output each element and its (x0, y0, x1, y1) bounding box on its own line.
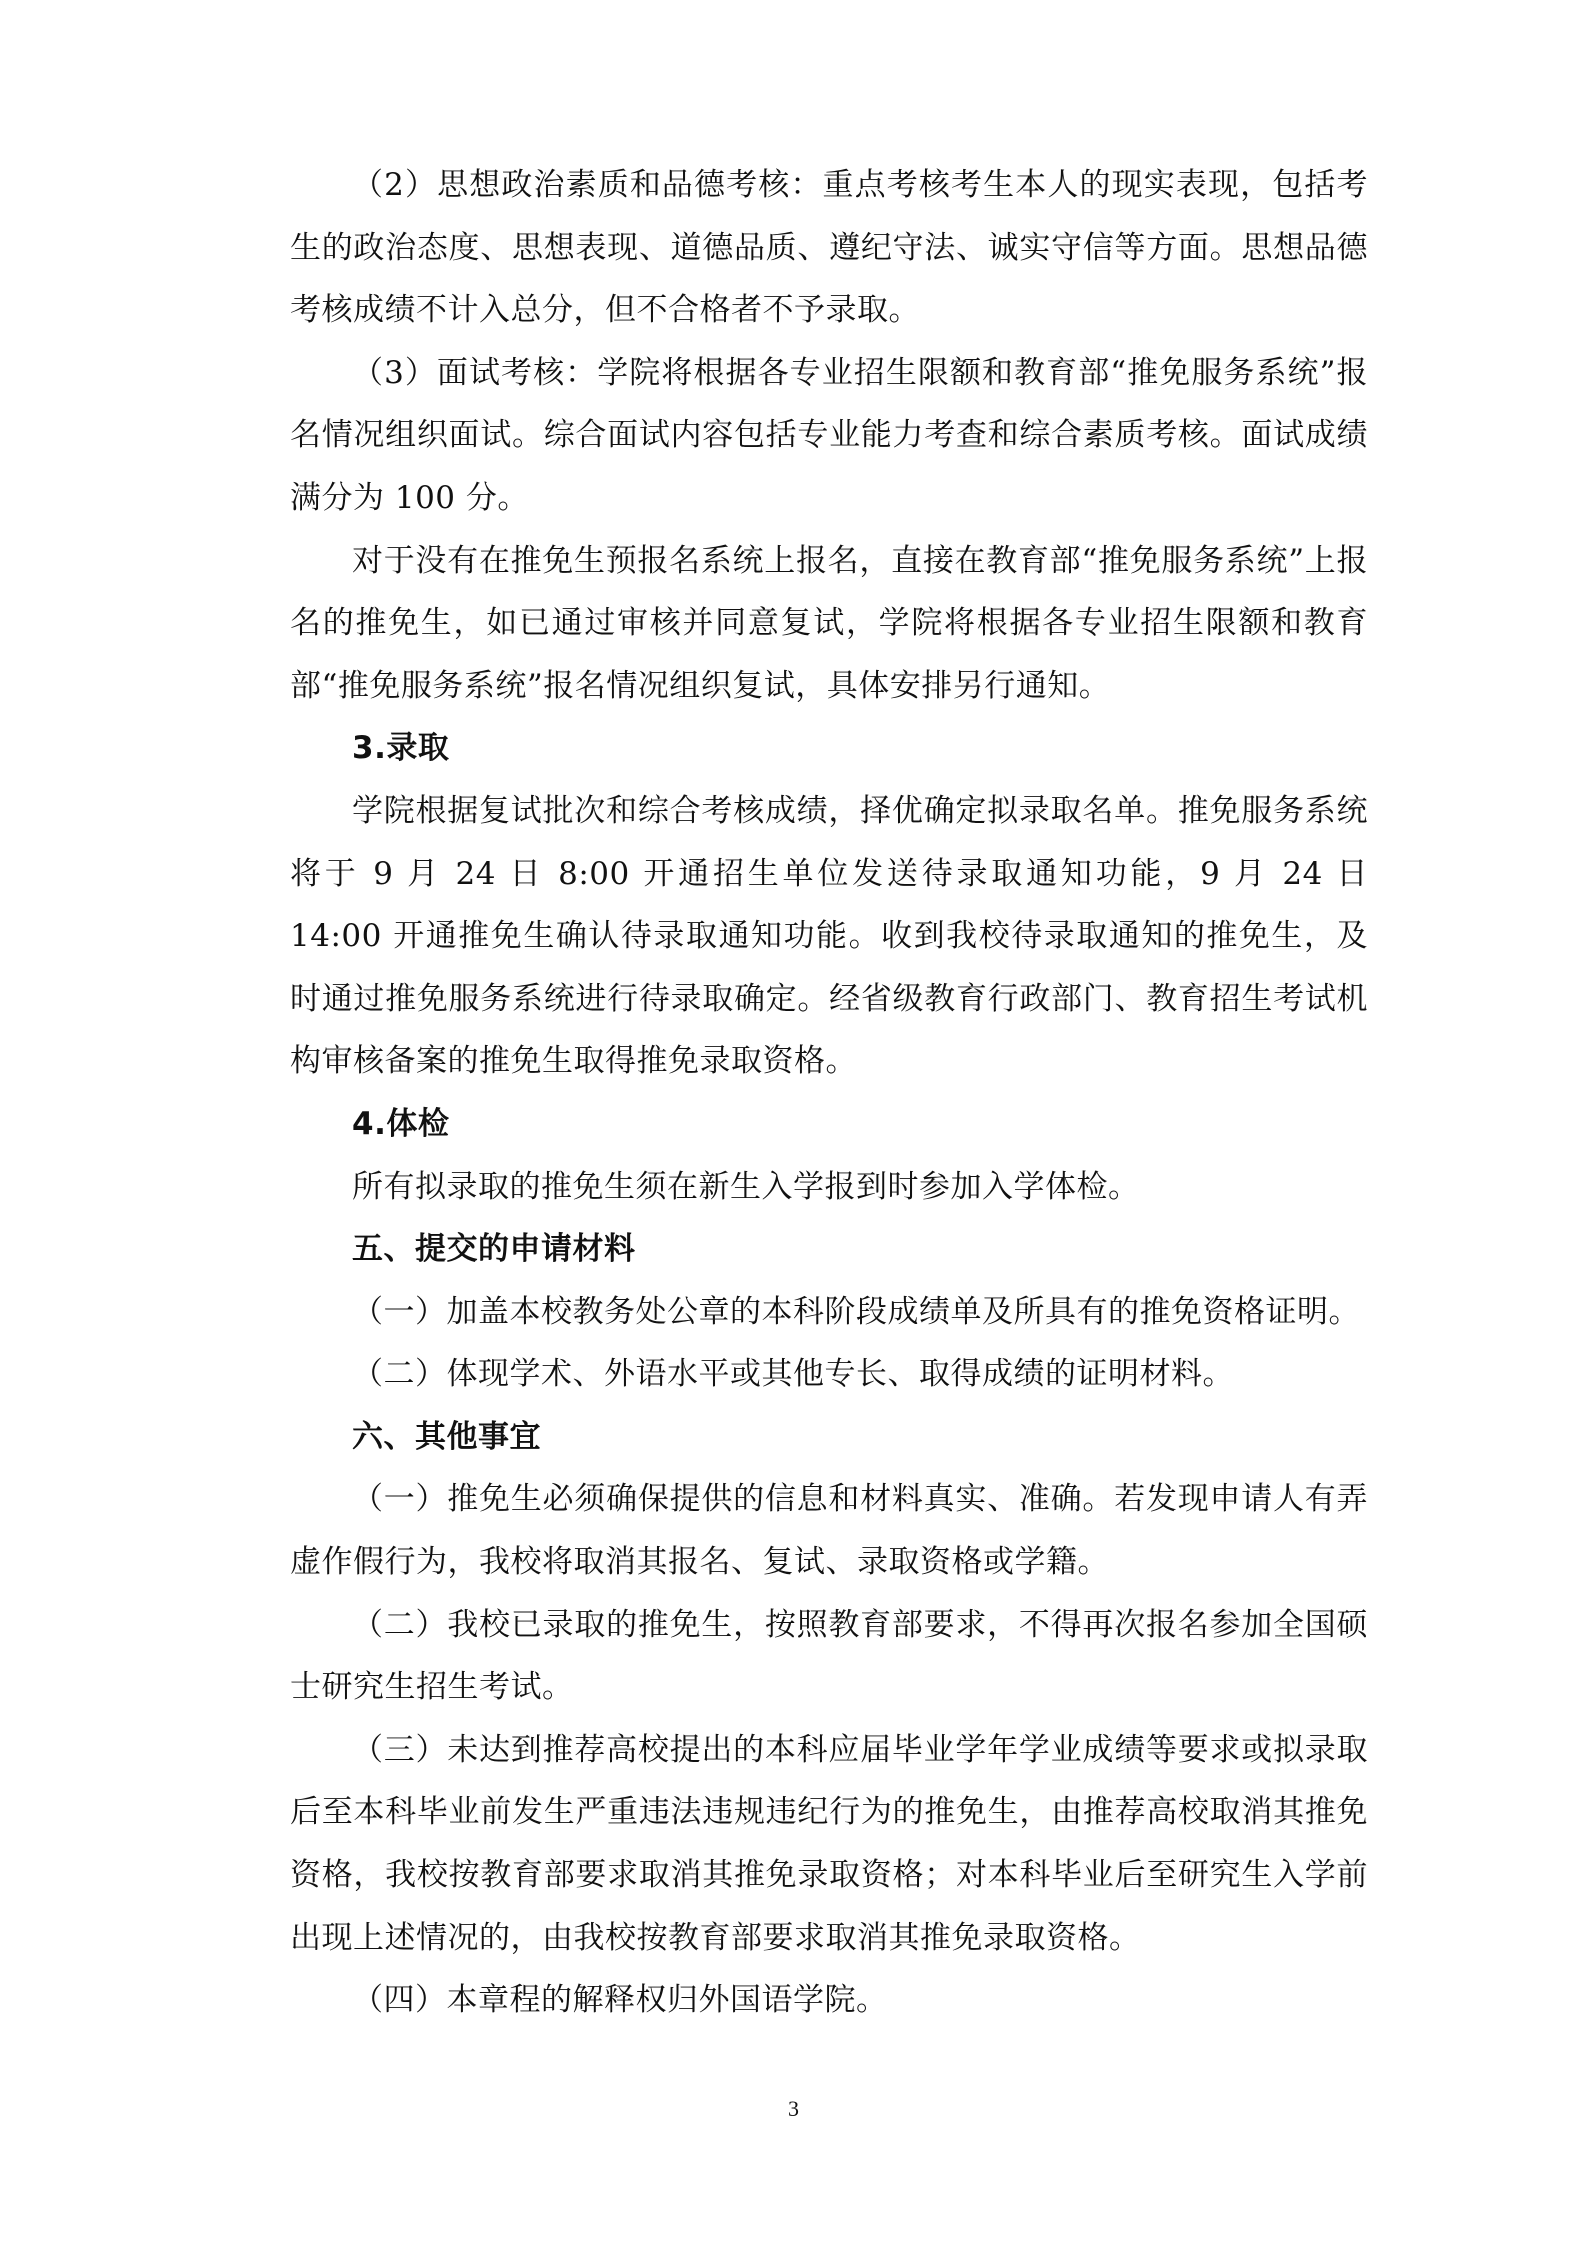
page-number: 3 (788, 2096, 799, 2121)
heading-admission: 3.录取 (352, 730, 450, 767)
paragraph-other-authenticity: （一）推免生必须确保提供的信息和材料真实、准确。若发现申请人有弄虚作假行为，我校将取消其报名、复试、录取资格或学籍。 (290, 1481, 1368, 1581)
paragraph-other-revocation: （三）未达到推荐高校提出的本科应届毕业学年学业成绩等要求或拟录取后至本科毕业前发生严重违法违规违纪行为的推免生，由推荐高校取消其推免资格，我校按教育部要求取消其推免录取资格；对本科毕业后至研究生入学前出现上述情况的，由我校按教育部要求取消其推免录取资格。 (290, 1731, 1368, 1956)
paragraph-other-no-reapply: （二）我校已录取的推免生，按照教育部要求，不得再次报名参加全国硕士研究生招生考试。 (290, 1606, 1368, 1706)
document-body (290, 154, 1368, 2032)
paragraph-ideology-assessment: （2）思想政治素质和品德考核：重点考核考生本人的现实表现，包括考生的政治态度、思想表现、道德品质、遵纪守法、诚实守信等方面。思想品德考核成绩不计入总分，但不合格者不予录取。 (290, 167, 1368, 329)
heading-other-matters: 六、其他事宜 (352, 1418, 541, 1455)
heading-physical-exam: 4.体检 (352, 1105, 450, 1142)
paragraph-materials-transcript: （一）加盖本校教务处公章的本科阶段成绩单及所具有的推免资格证明。 (352, 1293, 1360, 1330)
paragraph-unregistered-applicants: 对于没有在推免生预报名系统上报名，直接在教育部“推免服务系统”上报名的推免生，如已通过审核并同意复试，学院将根据各专业招生限额和教育部“推免服务系统”报名情况组织复试，具体安排另行通知。 (290, 542, 1368, 704)
paragraph-physical-exam: 所有拟录取的推免生须在新生入学报到时参加入学体检。 (352, 1168, 1140, 1205)
paragraph-materials-proof: （二）体现学术、外语水平或其他专长、取得成绩的证明材料。 (352, 1356, 1234, 1393)
paragraph-other-interpretation: （四）本章程的解释权归外国语学院。 (352, 1982, 888, 2019)
paragraph-interview-assessment: （3）面试考核：学院将根据各专业招生限额和教育部“推免服务系统”报名情况组织面试。综合面试内容包括专业能力考查和综合素质考核。面试成绩满分为 100 分。 (290, 354, 1368, 516)
paragraph-admission: 学院根据复试批次和综合考核成绩，择优确定拟录取名单。推免服务系统将于 9 月 24 日 8:00 开通招生单位发送待录取通知功能，9 月 24 日 14:00 开通推免生确认待录取通知功能。收到我校待录取通知的推免生，及时通过推免服务系统进行待录取确定。经省级教育行政部门、教育招生考试机构审核备案的推免生取得推免录取资格。 (290, 792, 1368, 1080)
heading-application-materials: 五、提交的申请材料 (352, 1231, 636, 1268)
